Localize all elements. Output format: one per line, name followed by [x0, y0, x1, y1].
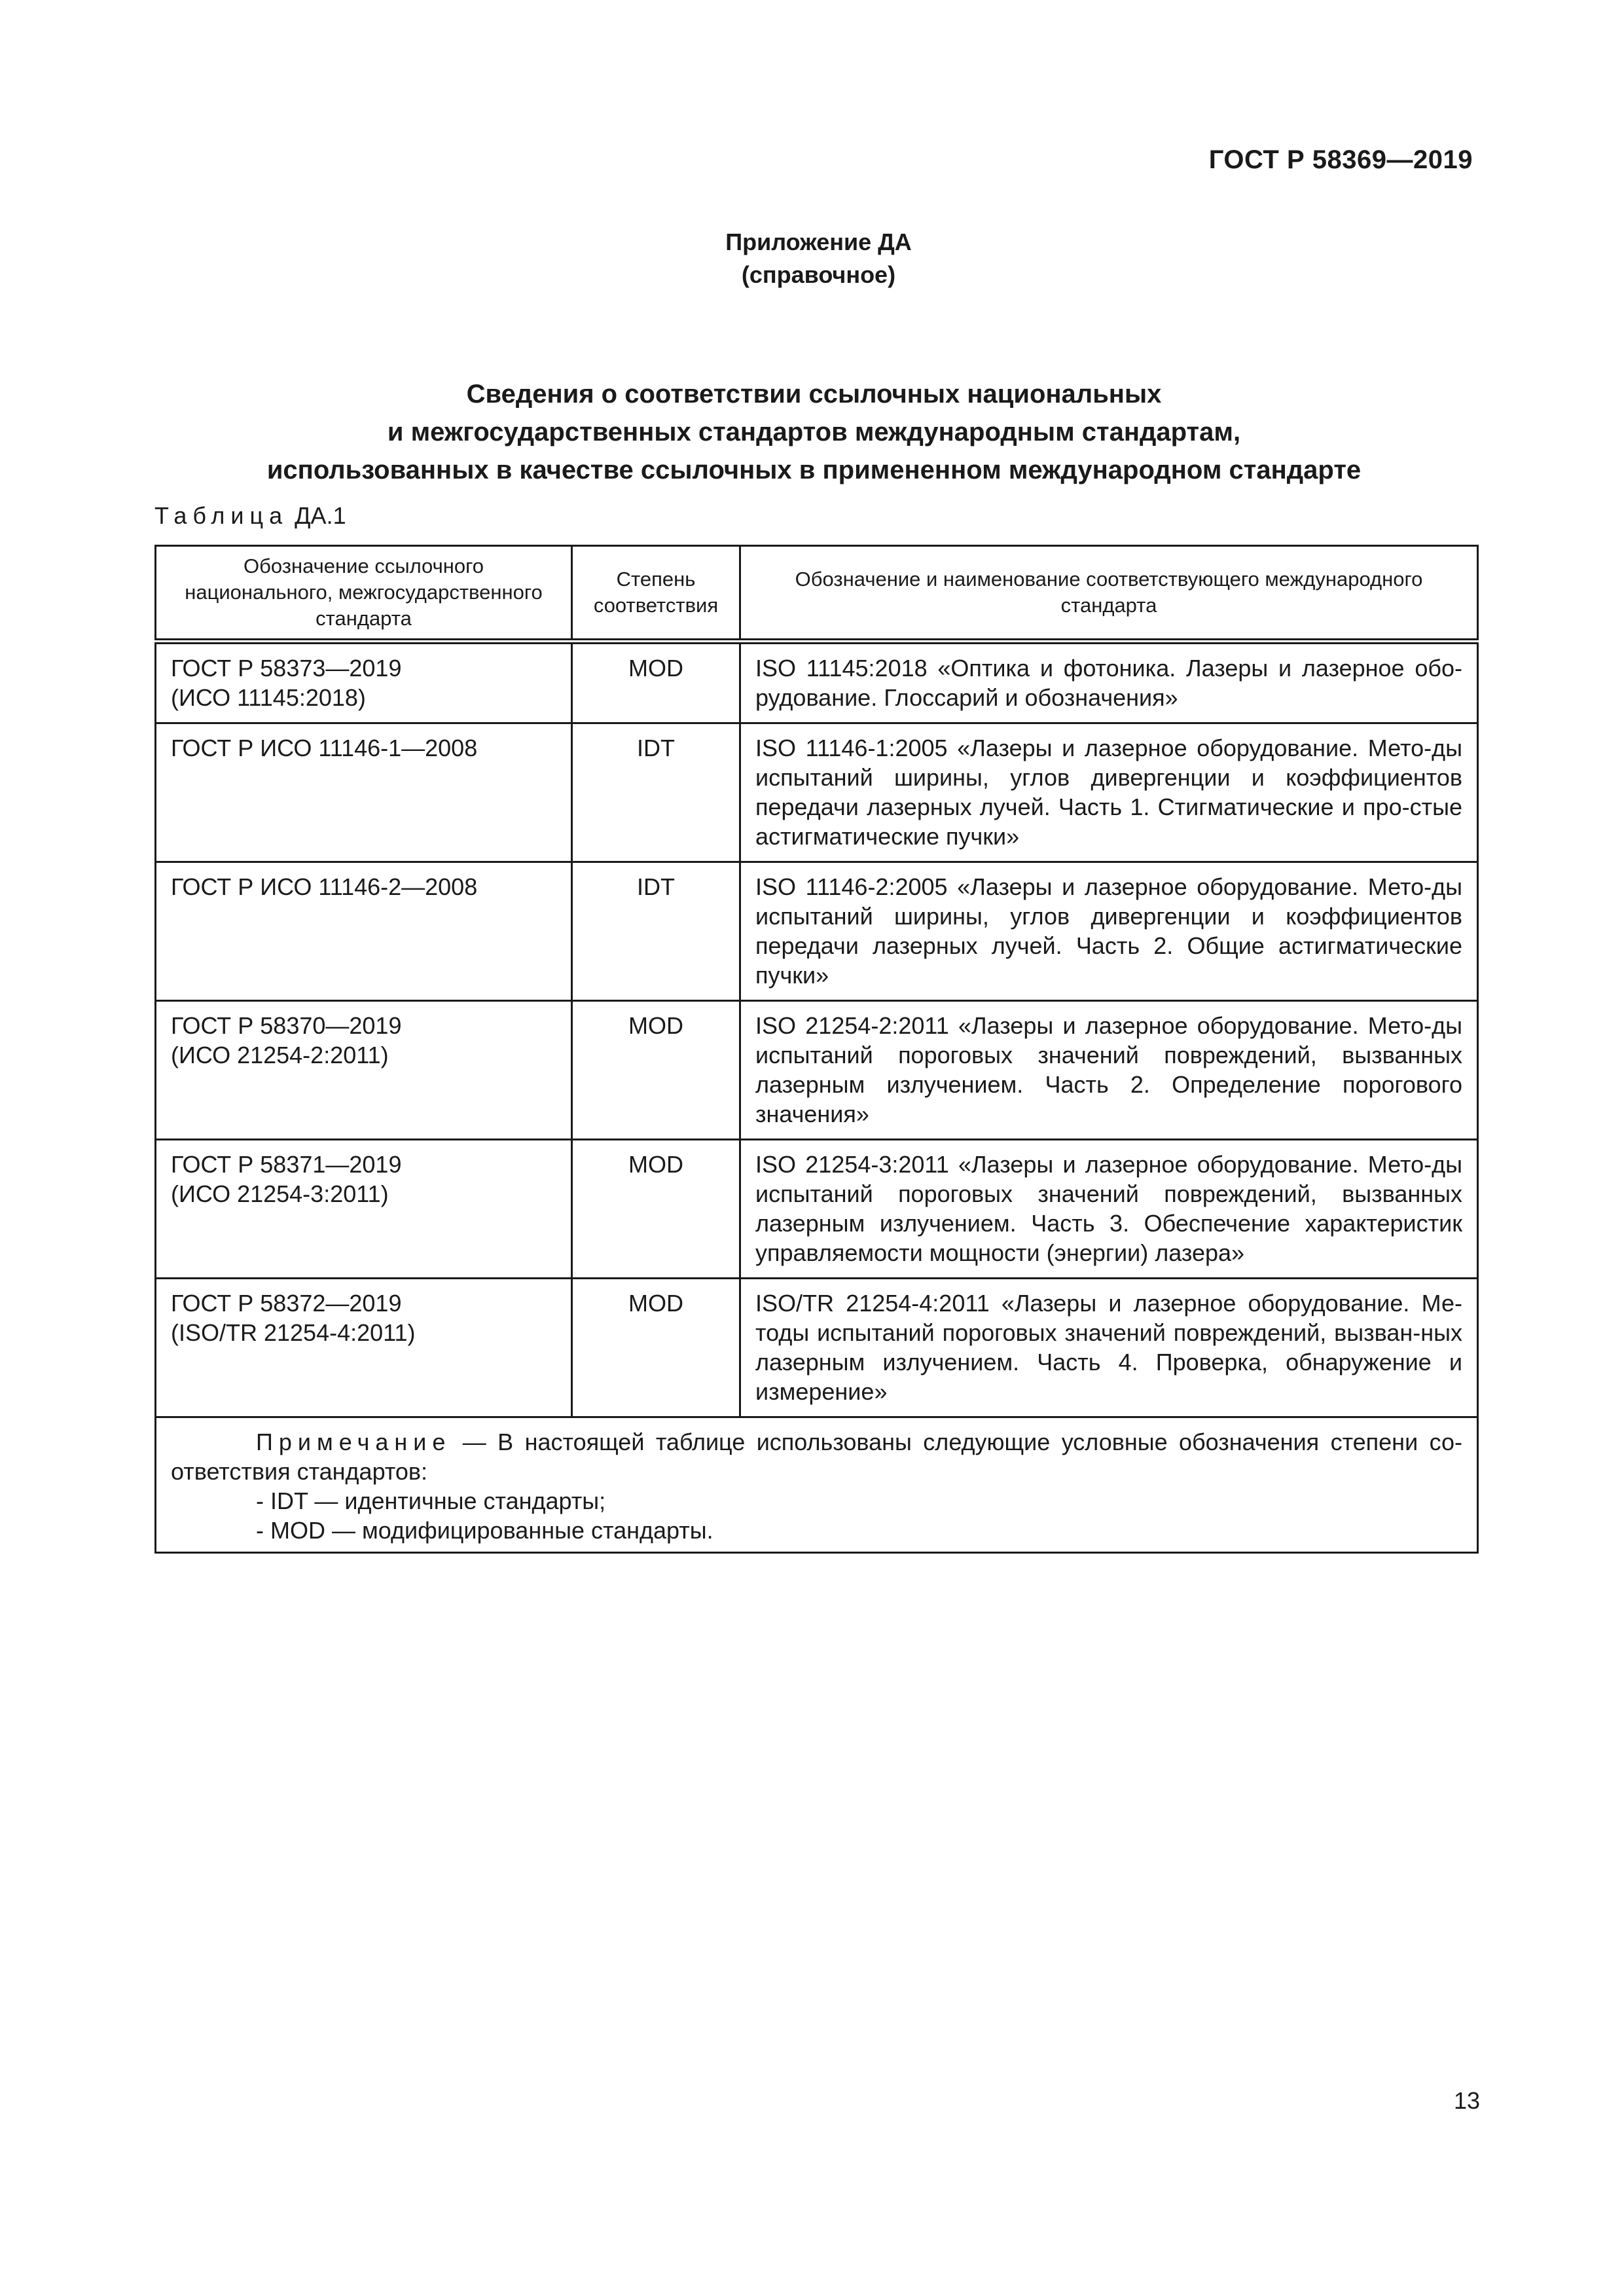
page-number: 13 — [1453, 2087, 1480, 2114]
appendix-kind: (справочное) — [741, 261, 896, 288]
note-item-idt: - IDT — идентичные стандарты; — [256, 1487, 606, 1514]
note-label: Примечание — [256, 1429, 452, 1455]
cell-international-standard: ISO/TR 21254-4:2011 «Лазеры и лазерное оборудование. Ме-тоды испытаний пороговых значений повреждений, вызван-ных лазерным излучением. Часть 4. Проверка, обнаружение и измерение» — [740, 1279, 1478, 1417]
table-note — [156, 1417, 1478, 1553]
header-degree: Степень соответствия — [572, 546, 740, 642]
appendix-title: Приложение ДА — [725, 228, 912, 255]
table-row — [156, 862, 1478, 1001]
table-caption — [154, 502, 346, 530]
section-title-line: использованных в качестве ссылочных в примененном международном стандарте — [266, 456, 1362, 484]
header-international-standard: Обозначение и наименование соответствующего международного стандарта — [740, 546, 1478, 642]
cell-degree: MOD — [572, 1279, 740, 1417]
cell-international-standard: ISO 11146-2:2005 «Лазеры и лазерное оборудование. Мето-ды испытаний ширины, углов дивергенции и коэффициентов передачи лазерных лучей. Часть 2. Общие астигматические пучки» — [740, 862, 1478, 1001]
cell-international-standard: ISO 11145:2018 «Оптика и фотоника. Лазеры и лазерное обо-рудование. Глоссарий и обозначения» — [740, 642, 1478, 723]
cell-international-standard: ISO 11146-1:2005 «Лазеры и лазерное оборудование. Мето-ды испытаний ширины, углов дивергенции и коэффициентов передачи лазерных лучей. Часть 1. Стигматические и про-стые астигматические пучки» — [740, 723, 1478, 862]
table-caption-word: Таблица — [154, 502, 289, 529]
cell-national-standard: ГОСТ Р ИСО 11146-2—2008 — [156, 862, 572, 1001]
table-row — [156, 642, 1478, 723]
section-title-line: и межгосударственных стандартов международным стандартам, — [387, 418, 1241, 446]
cell-international-standard: ISO 21254-3:2011 «Лазеры и лазерное оборудование. Мето-ды испытаний пороговых значений повреждений, вызванных лазерным излучением. Часть 3. Обеспечение характеристик управляемости мощности (энергии) лазера» — [740, 1140, 1478, 1279]
note-paragraph — [171, 1427, 1462, 1486]
appendix-heading — [0, 226, 1624, 291]
table-caption-number: ДА.1 — [295, 502, 346, 529]
note-item-mod: - MOD — модифицированные стандарты. — [256, 1517, 713, 1544]
cell-national-standard: ГОСТ Р 58370—2019 (ИСО 21254-2:2011) — [156, 1001, 572, 1140]
correspondence-table — [154, 545, 1479, 1554]
table-row — [156, 1279, 1478, 1417]
table-note-row — [156, 1417, 1478, 1553]
cell-degree: MOD — [572, 642, 740, 723]
table-row — [156, 723, 1478, 862]
cell-national-standard: ГОСТ Р 58373—2019 (ИСО 11145:2018) — [156, 642, 572, 723]
cell-degree: MOD — [572, 1001, 740, 1140]
cell-international-standard: ISO 21254-2:2011 «Лазеры и лазерное оборудование. Мето-ды испытаний пороговых значений повреждений, вызванных лазерным излучением. Часть 2. Определение порогового значения» — [740, 1001, 1478, 1140]
cell-degree: IDT — [572, 862, 740, 1001]
cell-degree: MOD — [572, 1140, 740, 1279]
cell-national-standard: ГОСТ Р 58371—2019 (ИСО 21254-3:2011) — [156, 1140, 572, 1279]
cell-national-standard: ГОСТ Р 58372—2019 (ISO/TR 21254-4:2011) — [156, 1279, 572, 1417]
table-row — [156, 1001, 1478, 1140]
header-national-standard: Обозначение ссылочного национального, межгосударственного стандарта — [156, 546, 572, 642]
section-title — [154, 375, 1473, 489]
section-title-line: Сведения о соответствии ссылочных национальных — [466, 380, 1162, 409]
document-code: ГОСТ Р 58369—2019 — [1208, 145, 1473, 174]
cell-national-standard: ГОСТ Р ИСО 11146-1—2008 — [156, 723, 572, 862]
table-header-row — [156, 546, 1478, 642]
table-row — [156, 1140, 1478, 1279]
note-text: — В настоящей таблице использованы следующие условные обозначения степени со-ответствия стандартов: — [171, 1429, 1462, 1485]
cell-degree: IDT — [572, 723, 740, 862]
